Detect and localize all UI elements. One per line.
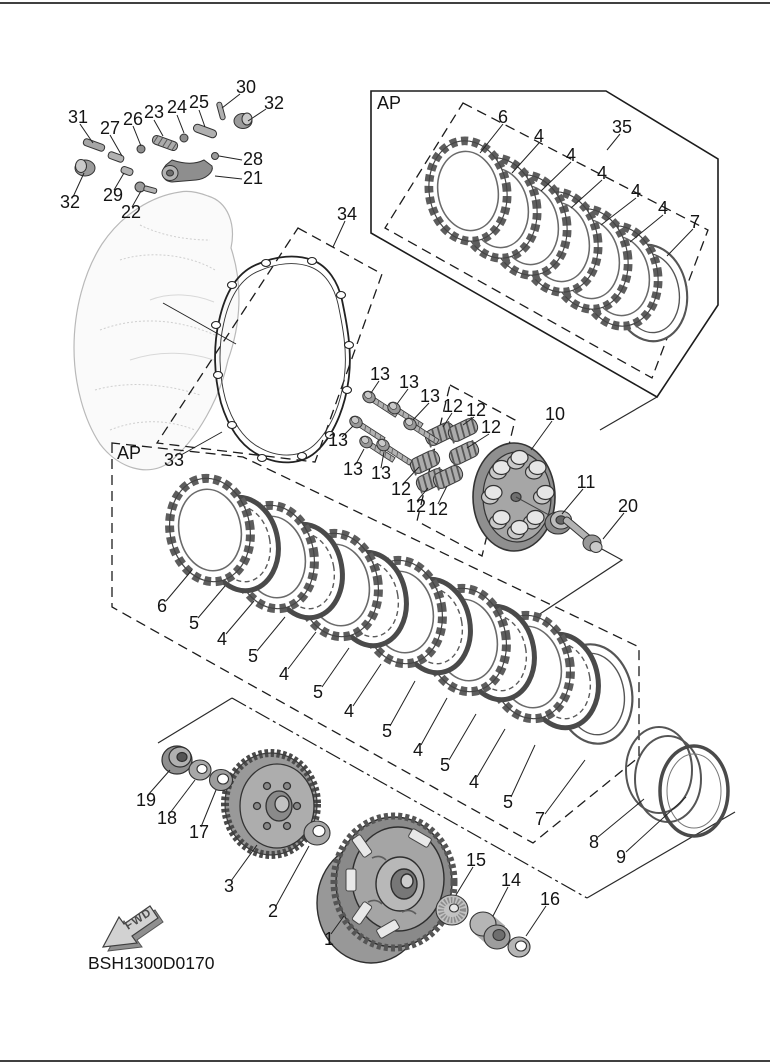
callout-4-kit3: 4 <box>596 162 608 183</box>
callout-22: 22 <box>120 201 142 222</box>
callout-5-m5: 5 <box>439 754 451 775</box>
bearing-15 <box>436 895 468 925</box>
callout-13a: 13 <box>369 363 391 384</box>
nut-26 <box>137 145 145 153</box>
rod-27 <box>107 151 124 163</box>
callout-25: 25 <box>188 91 210 112</box>
collar-14 <box>470 912 510 949</box>
bolt-22 <box>135 182 157 194</box>
callout-4-kit4: 4 <box>630 180 642 201</box>
callout-12d: 12 <box>390 478 412 499</box>
pin-30 <box>216 102 225 121</box>
collar-29 <box>120 166 134 177</box>
callout-5-m2: 5 <box>247 645 259 666</box>
callout-4-kit1: 4 <box>533 125 545 146</box>
callout-5-m3: 5 <box>312 681 324 702</box>
circlip-9 <box>660 746 728 836</box>
cap-32-left <box>75 160 95 177</box>
callout-20: 20 <box>617 495 639 516</box>
callout-12f: 12 <box>427 498 449 519</box>
cap-32-right <box>234 113 252 129</box>
crankcase-cover-ghost <box>74 191 239 469</box>
callout-32b: 32 <box>59 191 81 212</box>
callout-10: 10 <box>544 403 566 424</box>
callout-24: 24 <box>166 96 188 117</box>
clutch-boss-3 <box>225 753 317 855</box>
washer-16 <box>508 937 530 957</box>
washer-18 <box>189 760 211 780</box>
callout-35: 35 <box>611 116 633 137</box>
plate-stack-kit <box>422 135 694 347</box>
callout-13e: 13 <box>342 458 364 479</box>
callout-4-m3: 4 <box>343 700 355 721</box>
pressure-plate-10 <box>473 443 560 551</box>
callout-12a: 12 <box>442 395 464 416</box>
callout-13f: 13 <box>370 462 392 483</box>
callout-5-m6: 5 <box>502 791 514 812</box>
callout-8: 8 <box>588 831 600 852</box>
callout-6-kit: 6 <box>497 106 509 127</box>
callout-11: 11 <box>576 471 596 492</box>
callout-4-m2: 4 <box>278 663 290 684</box>
callout-21: 21 <box>242 167 264 188</box>
callout-33: 33 <box>163 449 185 470</box>
clip-28 <box>212 153 219 160</box>
callout-23: 23 <box>143 101 165 122</box>
washer-17 <box>210 770 233 791</box>
callout-5-m1: 5 <box>188 612 200 633</box>
pin-31 <box>82 138 105 152</box>
drawing-code: BSH1300D0170 <box>88 953 215 973</box>
callout-16: 16 <box>539 888 561 909</box>
callout-28: 28 <box>242 148 264 169</box>
callout-12e: 12 <box>405 495 427 516</box>
bolt-20 <box>562 516 602 553</box>
ap-label-lower: AP <box>117 442 142 463</box>
fwd-arrow-icon <box>103 906 163 951</box>
nut-24 <box>180 134 188 142</box>
callout-34: 34 <box>336 203 358 224</box>
spring-23 <box>151 134 179 151</box>
ap-label-top: AP <box>377 92 402 113</box>
callout-17: 17 <box>188 821 210 842</box>
rod-25 <box>192 123 217 139</box>
callout-14: 14 <box>500 869 522 890</box>
callout-19: 19 <box>135 789 157 810</box>
callout-2: 2 <box>267 900 279 921</box>
callout-26: 26 <box>122 108 144 129</box>
callout-6-main: 6 <box>156 595 168 616</box>
callout-5-m4: 5 <box>381 720 393 741</box>
callout-13c: 13 <box>419 385 441 406</box>
callout-31: 31 <box>67 106 89 127</box>
fwd-arrow-label: FWD <box>123 906 155 933</box>
callout-1: 1 <box>323 928 335 949</box>
ap-box-top-stub <box>600 397 657 430</box>
nut-19 <box>162 746 192 774</box>
callout-4-kit2: 4 <box>565 144 577 165</box>
lever-21 <box>162 160 212 182</box>
callout-13d: 13 <box>327 429 349 450</box>
callout-4-m1: 4 <box>216 628 228 649</box>
callout-9: 9 <box>615 846 627 867</box>
thrust-washer-2 <box>304 821 330 845</box>
callout-32: 32 <box>263 92 285 113</box>
callout-15: 15 <box>465 849 487 870</box>
callout-3: 3 <box>223 875 235 896</box>
callout-12c: 12 <box>480 416 502 437</box>
callout-18: 18 <box>156 807 178 828</box>
callout-13b: 13 <box>398 371 420 392</box>
clutch-basket-1 <box>317 816 454 963</box>
callout-7-main: 7 <box>534 808 546 829</box>
callout-4-kit5: 4 <box>657 197 669 218</box>
callout-29: 29 <box>102 184 124 205</box>
callout-4-m5: 4 <box>468 771 480 792</box>
callout-7-kit: 7 <box>689 211 701 232</box>
callout-4-m4: 4 <box>412 739 424 760</box>
callout-12b: 12 <box>465 399 487 420</box>
callout-27: 27 <box>99 117 121 138</box>
callout-30: 30 <box>235 76 257 97</box>
